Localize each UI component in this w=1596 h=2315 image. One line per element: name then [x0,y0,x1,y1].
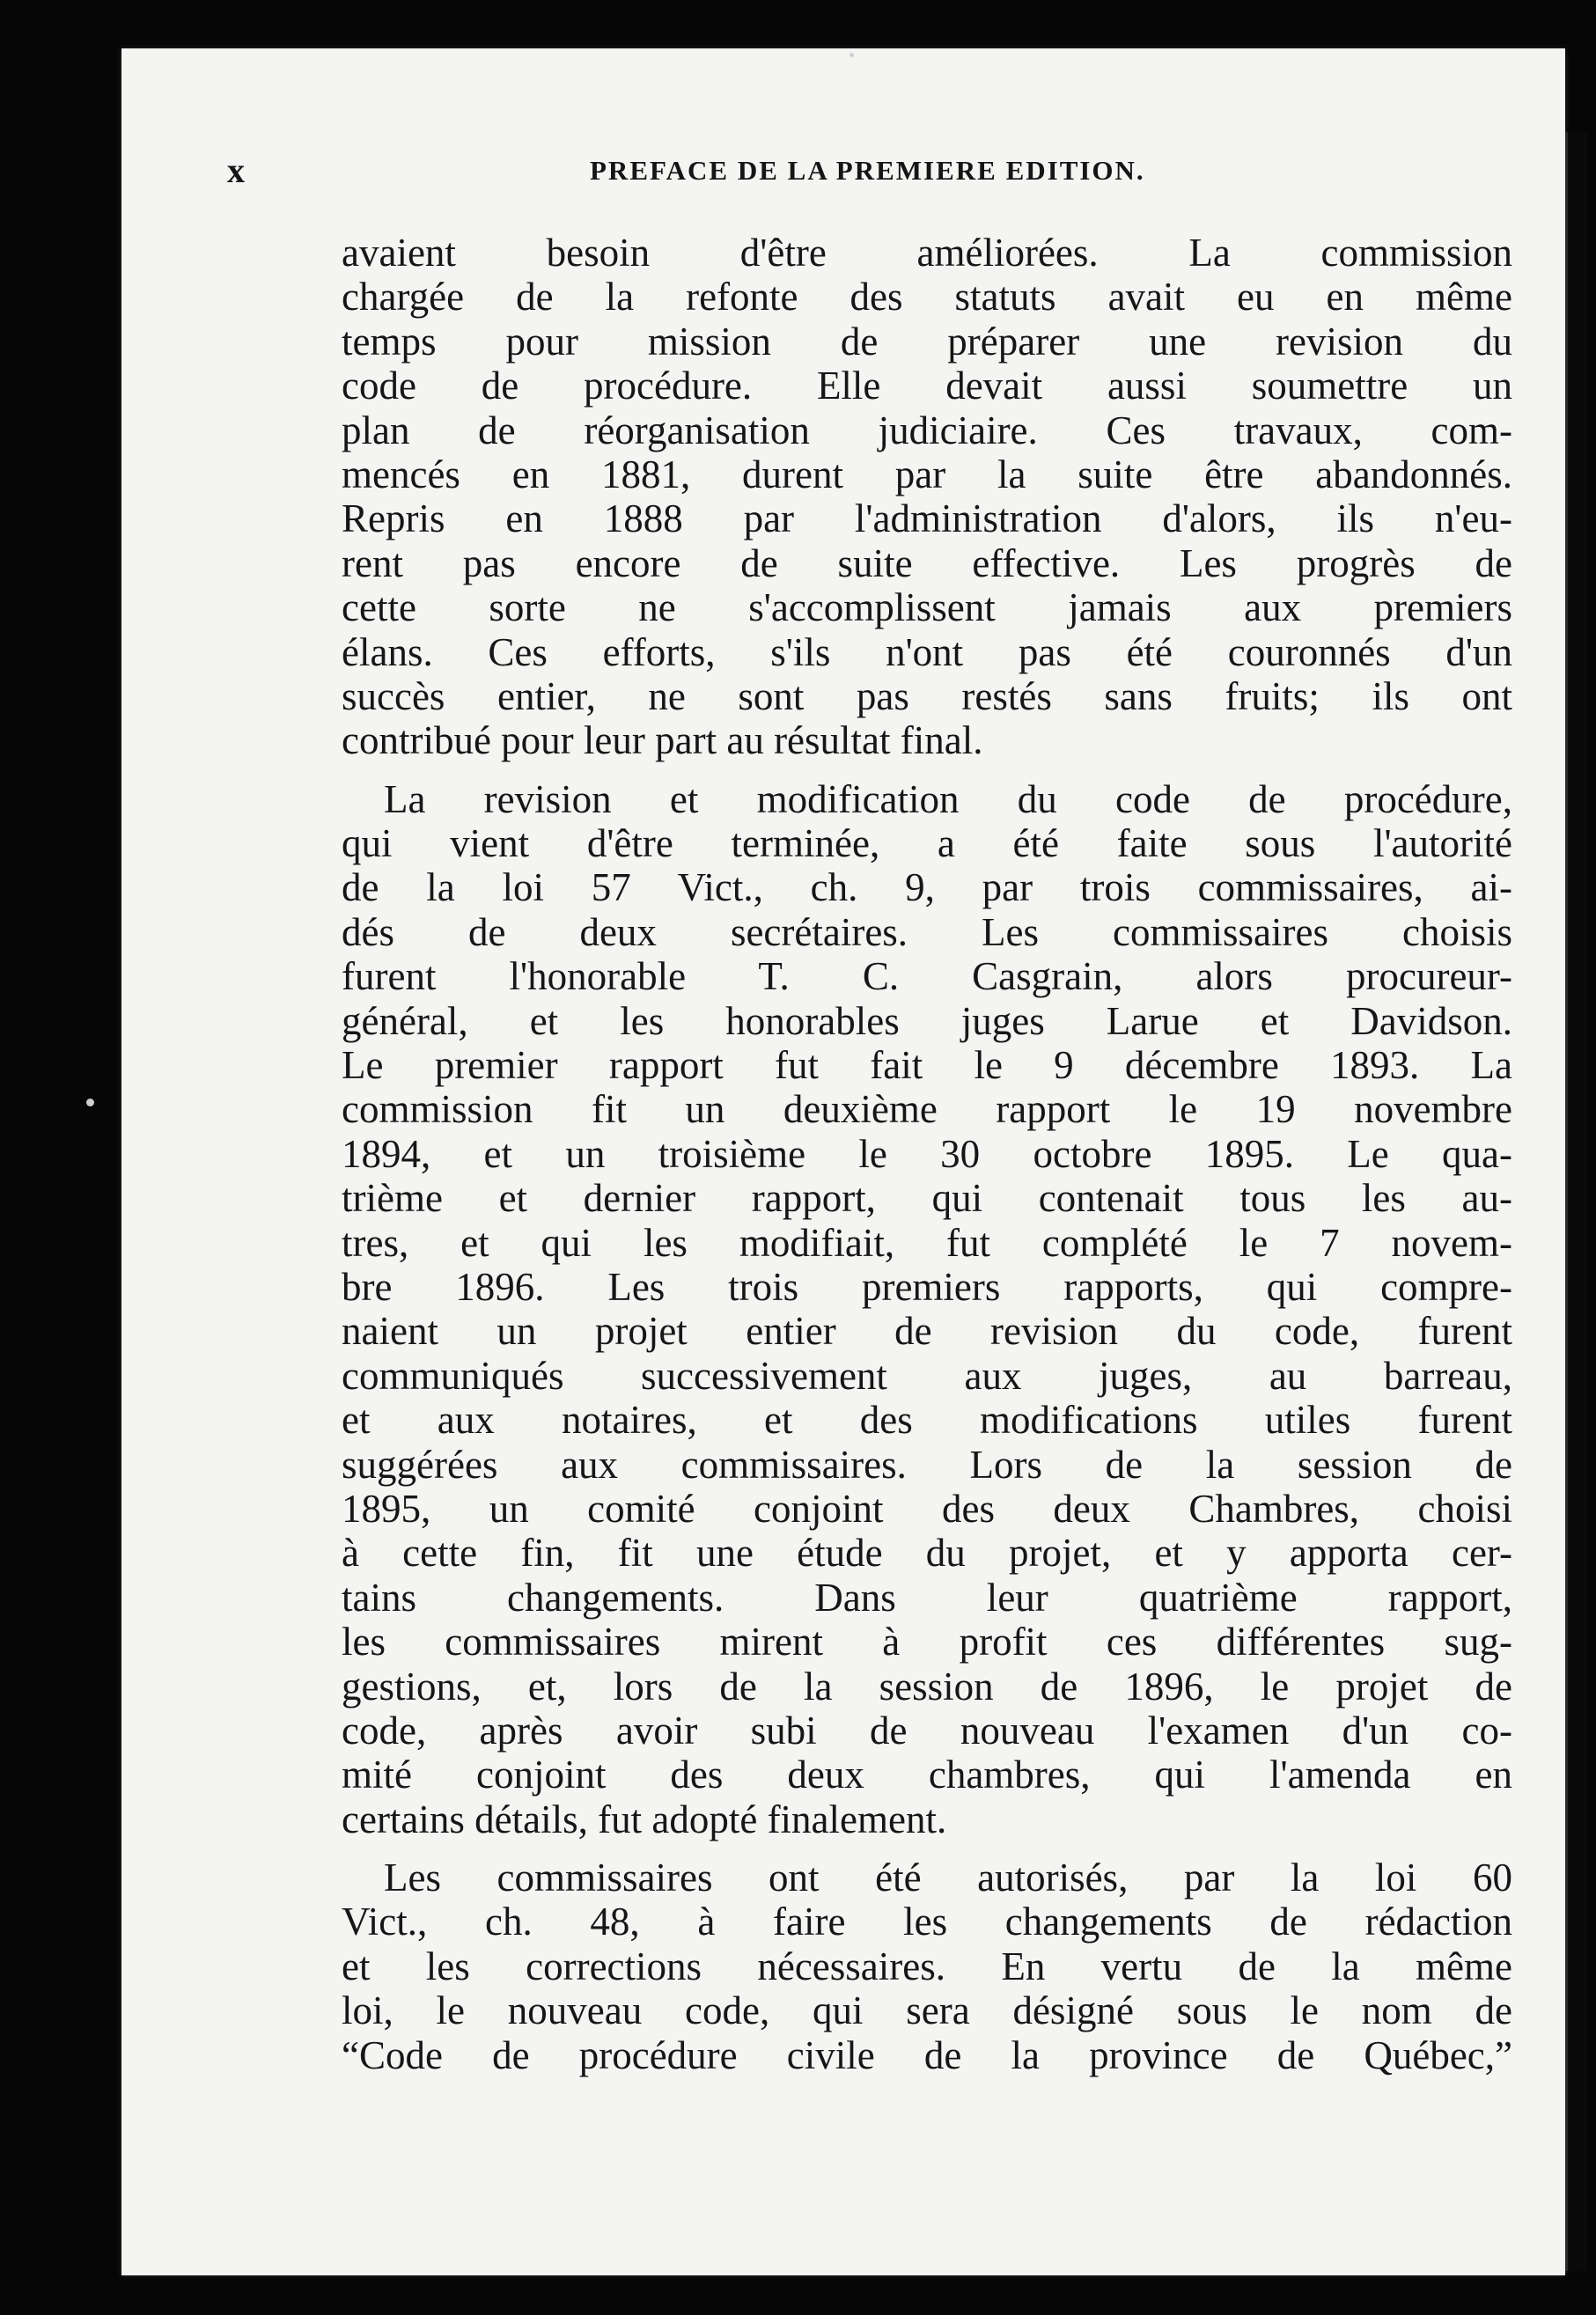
text-line: rent pas encore de suite effective. Les progrès de [342,540,1512,585]
text-line: mité conjoint des deux chambres, qui l'amenda en [342,1753,1512,1797]
running-head: PREFACE DE LA PREMIERE EDITION. [590,155,1145,186]
text-line: chargée de la refonte des statuts avait eu en même [342,275,1512,320]
text-line: 1895, un comité conjoint des deux Chambres, choisi [342,1486,1512,1531]
text-line: Repris en 1888 par l'administration d'alors, ils n'eu- [342,496,1512,541]
text-line: gestions, et, lors de la session de 1896, le projet de [342,1664,1512,1709]
text-line: suggérées aux commissaires. Lors de la session de [342,1442,1512,1487]
text-line: communiqués successivement aux juges, au barreau, [342,1353,1512,1398]
text-line: et aux notaires, et des modifications utiles furent [342,1398,1512,1443]
text-line: furent l'honorable T. C. Casgrain, alors procureur- [342,954,1512,999]
text-line: tains changements. Dans leur quatrième rapport, [342,1575,1512,1620]
page-header [227,150,1266,202]
text-line: mencés en 1881, durent par la suite être abandonnés. [342,452,1512,496]
dust-speck [86,1099,94,1106]
text-line: contribué pour leur part au résultat final. [342,718,983,763]
text-line: naient un projet entier de revision du code, furent [342,1309,1512,1354]
text-line: commission fit un deuxième rapport le 19 novembre [342,1087,1512,1132]
text-line: bre 1896. Les trois premiers rapports, qui compre- [342,1264,1512,1309]
text-line: Les commissaires ont été autorisés, par la loi 60 [384,1856,1512,1900]
text-line: à cette fin, fit une étude du projet, et y apporta cer- [342,1531,1512,1576]
page-edge [1565,132,1587,2271]
paragraph-gap [342,1841,1512,1856]
text-line: code, après avoir subi de nouveau l'examen d'un co- [342,1708,1512,1753]
text-line: succès entier, ne sont pas restés sans fruits; ils ont [342,673,1512,718]
dust-speck [849,53,854,57]
text-line: plan de réorganisation judiciaire. Ces travaux, com- [342,408,1512,452]
paragraph-3 [342,1856,1512,2077]
paragraph-2 [342,777,1512,1841]
text-line: Vict., ch. 48, à faire les changements de rédaction [342,1900,1512,1944]
text-line: certains détails, fut adopté finalement. [342,1797,947,1841]
text-line: dés de deux secrétaires. Les commissaires choisis [342,909,1512,954]
text-line: trième et dernier rapport, qui contenait tous les au- [342,1176,1512,1221]
page-number: x [227,151,245,190]
text-line: général, et les honorables juges Larue et Davidson. [342,998,1512,1043]
text-line: tres, et qui les modifiait, fut complété le 7 novem- [342,1220,1512,1265]
text-line: qui vient d'être terminée, a été faite sous l'autorité [342,821,1512,866]
text-line: Le premier rapport fut fait le 9 décembre 1893. La [342,1043,1512,1088]
text-line: La revision et modification du code de procédure, [384,776,1512,821]
text-line: cette sorte ne s'accomplissent jamais aux premiers [342,585,1512,630]
text-line: élans. Ces efforts, s'ils n'ont pas été couronnés d'un [342,629,1512,674]
paragraph-gap [342,763,1512,777]
text-line: et les corrections nécessaires. En vertu de la même [342,1944,1512,1988]
text-line: 1894, et un troisième le 30 octobre 1895. Le qua- [342,1131,1512,1176]
text-line: avaient besoin d'être améliorées. La commission [342,231,1512,275]
paragraph-1 [342,231,1512,763]
text-line: loi, le nouveau code, qui sera désigné sous le nom de [342,1988,1512,2033]
text-line: les commissaires mirent à profit ces différentes sug- [342,1620,1512,1665]
text-line: code de procédure. Elle devait aussi soumettre un [342,364,1512,408]
text-line: “Code de procédure civile de la province de Québec,” [342,2032,1512,2077]
text-line: de la loi 57 Vict., ch. 9, par trois commissaires, ai- [342,865,1512,910]
text-line: temps pour mission de préparer une revision du [342,319,1512,364]
body-text [342,231,1512,2077]
